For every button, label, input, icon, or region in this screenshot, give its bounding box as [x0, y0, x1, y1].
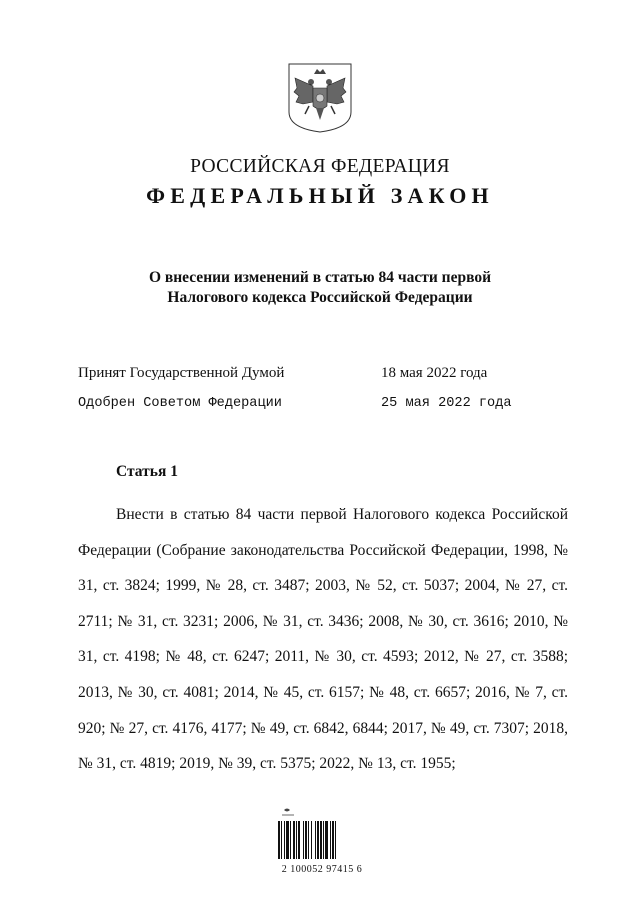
barcode-number: 2 100052 97415 6 [281, 864, 363, 875]
duma-adoption-label: Принят Государственной Думой [78, 365, 285, 381]
article-paragraph: Внести в статью 84 части первой Налогового кодекса Российской Федерации (Собрание законодательства Российской Федерации, 1998, № 31, ст. 3824; 1999, № 28, ст. 3487; 2003, № 52, ст. 5037; 2004, № 27, ст. 2711; № 31, ст. 3231; 2006, № 31, ст. 3436; 2008, № 30, ст. 3616; 2010, № 31, ст. 4198; № 48, ст. 6247; 2011, № 30, ст. 4593; 2012, № 27, ст. 3588; 2013, № 30, ст. 4081; 2014, № 45, ст. 6157; № 48, ст. 6657; 2016, № 7, ст. 920; № 27, ст. 4176, 4177; № 49, ст. 6842, 6844; 2017, № 49, ст. 7307; 2018, № 31, ст. 4819; 2019, № 39, ст. 5375; 2022, № 13, ст. 1955; [78, 506, 568, 773]
council-approval-date: 25 мая 2022 года [381, 396, 512, 411]
country-title: РОССИЙСКАЯ ФЕДЕРАЦИЯ [190, 156, 450, 177]
law-subject [0, 268, 640, 308]
document-type-title: ФЕДЕРАЛЬНЫЙ ЗАКОН [146, 183, 494, 208]
law-subject-line-2: Налогового кодекса Российской Федерации [167, 289, 473, 306]
article-title: Статья 1 [116, 463, 178, 480]
coat-of-arms-icon [287, 62, 353, 134]
duma-adoption-date: 18 мая 2022 года [381, 365, 488, 381]
council-approval-label: Одобрен Советом Федерации [78, 396, 282, 411]
law-subject-line-1: О внесении изменений в статью 84 части первой [148, 269, 492, 286]
